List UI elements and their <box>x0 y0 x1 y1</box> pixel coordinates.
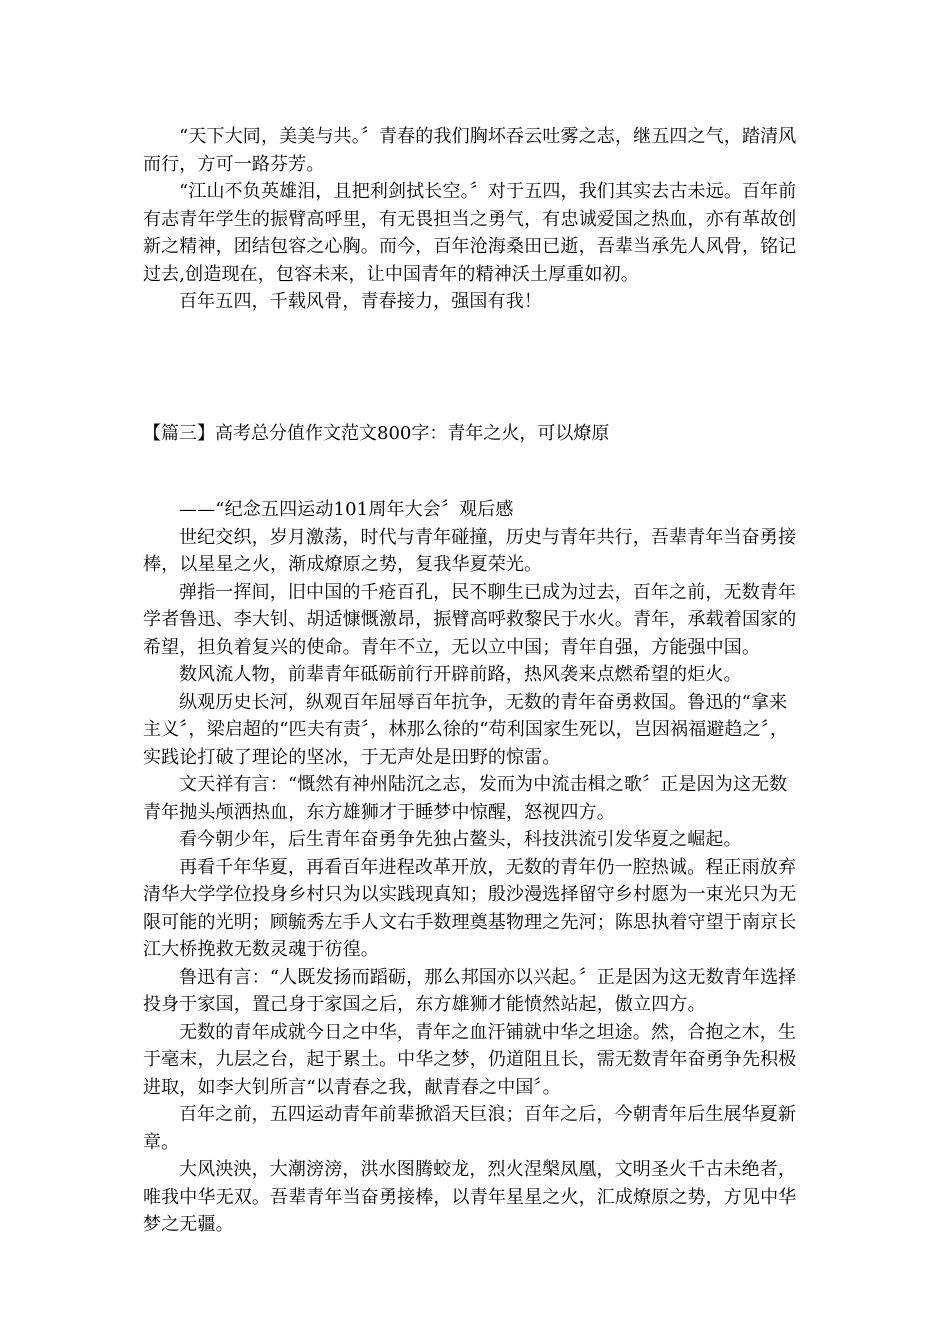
paragraph: 弹指一挥间，旧中国的千疮百孔，民不聊生已成为过去，百年之前，无数青年学者鲁迅、李大钊、胡适慷慨激昂，振臂高呼救黎民于水火。青年，承载着国家的希望，担负着复兴的使命。青年不立，无以立中国；青年自强，方能强中国。 <box>143 581 797 658</box>
paragraph: 鲁迅有言：“人既发扬而蹈砺，那么邦国亦以兴起。〞正是因为这无数青年选择投身于家国，置己身于家国之后，东方雄狮才能愤然站起，傲立四方。 <box>143 966 797 1015</box>
paragraph: 看今朝少年，后生青年奋勇争先独占鳌头，科技洪流引发华夏之崛起。 <box>179 829 742 850</box>
paragraph: “江山不负英雄泪，且把利剑拭长空。〞对于五四，我们其实去古未远。百年前有志青年学生的振臂高呼里，有无畏担当之勇气，有忠诚爱国之热血，亦有革故创新之精神，团结包容之心胸。而今，百年沧海桑田已逝，吾辈当承先人风骨，铭记过去,创造现在，包容未来，让中国青年的精神沃土厚重如初。 <box>143 181 797 285</box>
paragraph: 世纪交织，岁月激荡，时代与青年碰撞，历史与青年共行，吾辈青年当奋勇接棒，以星星之火，渐成燎原之势，复我华夏荣光。 <box>143 526 797 575</box>
essay-body-section <box>143 496 799 1239</box>
paragraph: “天下大同，美美与共。〞青春的我们胸坏吞云吐雾之志，继五四之气，踏清风而行，方可一路芬芳。 <box>143 126 797 175</box>
paragraph: 纵观历史长河，纵观百年屈辱百年抗争，无数的青年奋勇救国。鲁迅的“拿来主义〞，梁启超的“匹夫有责〞，林那么徐的“苟利国家生死以，岂因祸福避趋之〞，实践论打破了理论的坚冰，于无声处是田野的惊雷。 <box>143 691 789 768</box>
paragraph: 百年五四，千载风骨，青春接力，强国有我！ <box>179 291 542 312</box>
paragraph: 再看千年华夏，再看百年进程改革开放，无数的青年仍一腔热诚。程正雨放弃清华大学学位投身乡村只为以实践现真知；殷沙漫选择留守乡村愿为一束光只为无限可能的光明；顾毓秀左手人文右手数理奠基物理之先河；陈思执着守望于南京长江大桥挽救无数灵魂于彷徨。 <box>143 856 797 960</box>
subtitle-paragraph: ——“纪念五四运动101周年大会〞观后感 <box>179 499 514 520</box>
paragraph: 文天祥有言：“慨然有神州陆沉之志，发而为中流击楫之歌〞正是因为这无数青年抛头颅洒热血，东方雄狮才于睡梦中惊醒，怒视四方。 <box>143 774 788 823</box>
paragraph: 百年之前，五四运动青年前辈掀滔天巨浪；百年之后，今朝青年后生展华夏新章。 <box>143 1104 797 1153</box>
section-heading: 【篇三】高考总分值作文范文800字：青年之火，可以燎原 <box>143 423 610 444</box>
paragraph: 无数的青年成就今日之中华，青年之血汗铺就中华之坦途。然，合抱之木，生于毫末，九层之台，起于累土。中华之梦，仍道阻且长，需无数青年奋勇争先积极进取，如李大钊所言“以青春之我，献青春之中国〞。 <box>143 1021 797 1098</box>
paragraph: 大风泱泱，大潮滂滂，洪水图腾蛟龙，烈火涅槃凤凰，文明圣火千古未绝者，唯我中华无双。吾辈青年当奋勇接棒，以青年星星之火，汇成燎原之势，方见中华梦之无疆。 <box>143 1159 797 1235</box>
essay-ending-section <box>143 123 799 316</box>
paragraph: 数风流人物，前辈青年砥砺前行开辟前路，热风袭来点燃希望的炬火。 <box>179 664 742 685</box>
